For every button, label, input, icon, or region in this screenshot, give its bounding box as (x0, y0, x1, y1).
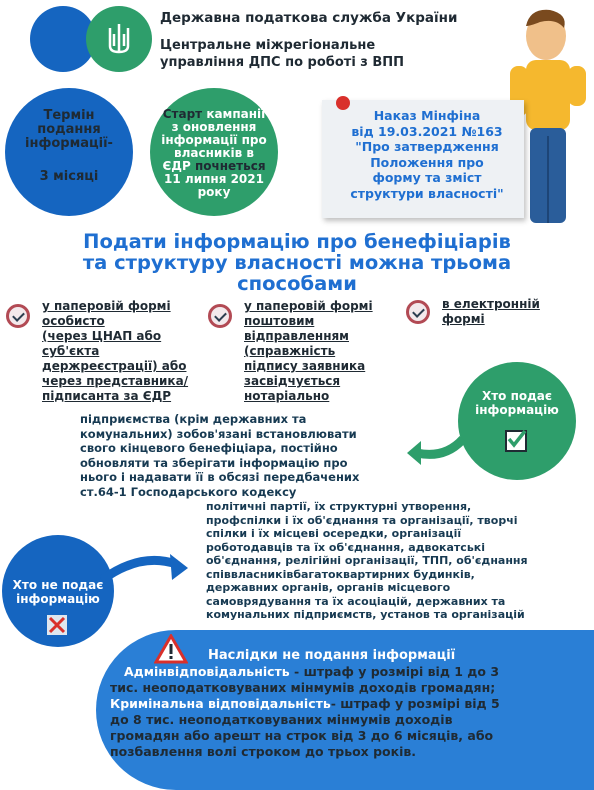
headline-l1: Подати інформацію про бенефіціарів (83, 230, 511, 253)
checkmark-icon (208, 304, 232, 328)
method1-line: особисто (42, 314, 105, 328)
who-submits-line: свого кінцевого бенефіціара, постійно (80, 441, 338, 455)
who-not-line: самоврядування та їх асоціацій, державних та (206, 594, 506, 608)
who-submits-line: підприємства (крім державних та (80, 412, 307, 426)
campaign-l1a: Старт (162, 107, 203, 121)
who-not-line: співвласниківбагатоквартирних будинків, (206, 567, 475, 581)
campaign-l2: з оновлення (171, 120, 257, 134)
warning-triangle-icon (154, 634, 188, 664)
who-submits-label-l2: інформацію (475, 403, 559, 417)
who-not-line: комунальних підприємств, установ та організацій (206, 608, 525, 621)
consequences-body (110, 664, 592, 760)
headline-l2: та структуру власності можна трьома (82, 251, 512, 274)
headline (0, 231, 594, 294)
campaign-l1b: кампанії (206, 107, 266, 121)
crim-text: - штраф у розмірі від 5 (330, 696, 500, 711)
order-text (322, 108, 532, 201)
campaign-l5b: почнеться (194, 159, 266, 173)
campaign-l3: інформації про (161, 133, 267, 147)
order-l1: Наказ Мінфіна (373, 108, 481, 123)
method1-line: через представника/ (42, 374, 189, 388)
admin-label: Адмінвідповідальність (124, 664, 290, 679)
who-submits-line: обновляти та зберігати інформацію про (80, 455, 348, 470)
campaign-text (150, 108, 278, 199)
who-submits-line: комунальних) зобов'язані встановлювати (80, 426, 357, 441)
crim-line2: до 8 тис. неоподатковуваних мінмумів доходів (110, 712, 453, 727)
method-paper-post (244, 299, 394, 404)
who-not-line: політичні партії, їх структурні утворення, (206, 500, 472, 513)
who-not-line: спілки і їх місцеві осередки, організації (206, 527, 462, 540)
who-submits-line: нього і надавати її в обсязі передбачених (80, 470, 360, 484)
arrow-icon (405, 425, 465, 465)
who-submits-text (80, 412, 402, 499)
agency-name: Державна податкова служба України (160, 10, 458, 26)
method3-line: в електронній (442, 297, 540, 311)
campaign-l5a: ЄДР (162, 159, 191, 173)
method2-line: (справжність (244, 344, 336, 358)
term-line2: подання (37, 122, 101, 137)
who-not-line: державних органів, органів місцевого (206, 581, 451, 594)
admin-text: - штраф у розмірі від 1 до 3 (289, 664, 500, 679)
logo-circle-right (86, 6, 152, 72)
headline-l3: способами (237, 272, 357, 295)
who-submits-label-l1: Хто подає (481, 389, 553, 403)
who-submits-line: ст.64-1 Господарського кодексу (80, 484, 297, 499)
crim-line4: позбавлення волі строком до трьох років. (110, 744, 417, 759)
method2-line: підпису заявника (244, 359, 366, 373)
order-l5: форму та зміст (372, 170, 482, 185)
method1-line: (через ЦНАП або (42, 329, 162, 343)
method-electronic (442, 297, 582, 327)
division-line1: Центральне міжрегіональне (160, 38, 376, 53)
term-value: 3 місяці (39, 169, 99, 184)
checkmark-icon (406, 300, 430, 324)
admin-line2: тис. неоподатковуваних мінмумів доходів громадян; (110, 680, 496, 695)
campaign-l7: року (197, 185, 231, 199)
who-not-line: роботодавців та їх об'єднання, адвокатські (206, 540, 486, 554)
who-not-line: об'єднання, релігійні організації, ТПП, об'єднання (206, 554, 528, 567)
campaign-l6: 11 липня 2021 (164, 172, 264, 186)
who-not-label-l2: інформацію (16, 592, 100, 606)
method1-line: держреєстрації) або (42, 359, 187, 373)
method1-line: суб'єкта (42, 344, 100, 358)
who-not-label-l1: Хто не подає (12, 578, 104, 592)
consequences-title: Наслідки не подання інформації (208, 648, 456, 663)
method1-line: підписанта за ЄДР (42, 389, 172, 403)
order-l6: структури власності" (350, 185, 504, 201)
checkmark-icon (6, 304, 30, 328)
who-submits-circle (458, 362, 576, 480)
method2-line: нотаріально (244, 389, 330, 403)
who-not-line: профспілки і їх об'єднання та організації, творчі (206, 513, 518, 527)
method2-line: відправленням (244, 329, 349, 343)
term-line1: Термін (43, 108, 95, 123)
order-l2: від 19.03.2021 №163 (351, 123, 503, 139)
method-paper-personal (42, 299, 222, 404)
cross-out-icon (47, 615, 67, 635)
order-l4: Положення про (370, 154, 484, 170)
term-line3: інформації- (25, 136, 113, 151)
method2-line: засвідчується (244, 374, 341, 388)
crim-label: Кримінальна відповідальність (110, 696, 331, 711)
method2-line: у паперовій формі (244, 299, 373, 313)
trident-emblem-icon (86, 6, 152, 72)
method2-line: поштовим (244, 314, 315, 328)
order-l3: "Про затвердження (355, 139, 499, 154)
who-not-label (2, 578, 114, 606)
term-text (5, 109, 133, 184)
campaign-l4: власників в (174, 146, 254, 160)
method3-line: формі (442, 312, 485, 326)
who-submits-label (458, 389, 576, 417)
division-line2: управління ДПС по роботі з ВПП (160, 55, 405, 70)
checkmark-box-icon (505, 430, 527, 452)
who-not-text (206, 500, 586, 622)
arrow-icon (100, 550, 190, 590)
crim-line3: громадян або арешт на строк від 3 до 6 місяців, або (110, 728, 494, 743)
method1-line: у паперовій формі (42, 299, 171, 313)
